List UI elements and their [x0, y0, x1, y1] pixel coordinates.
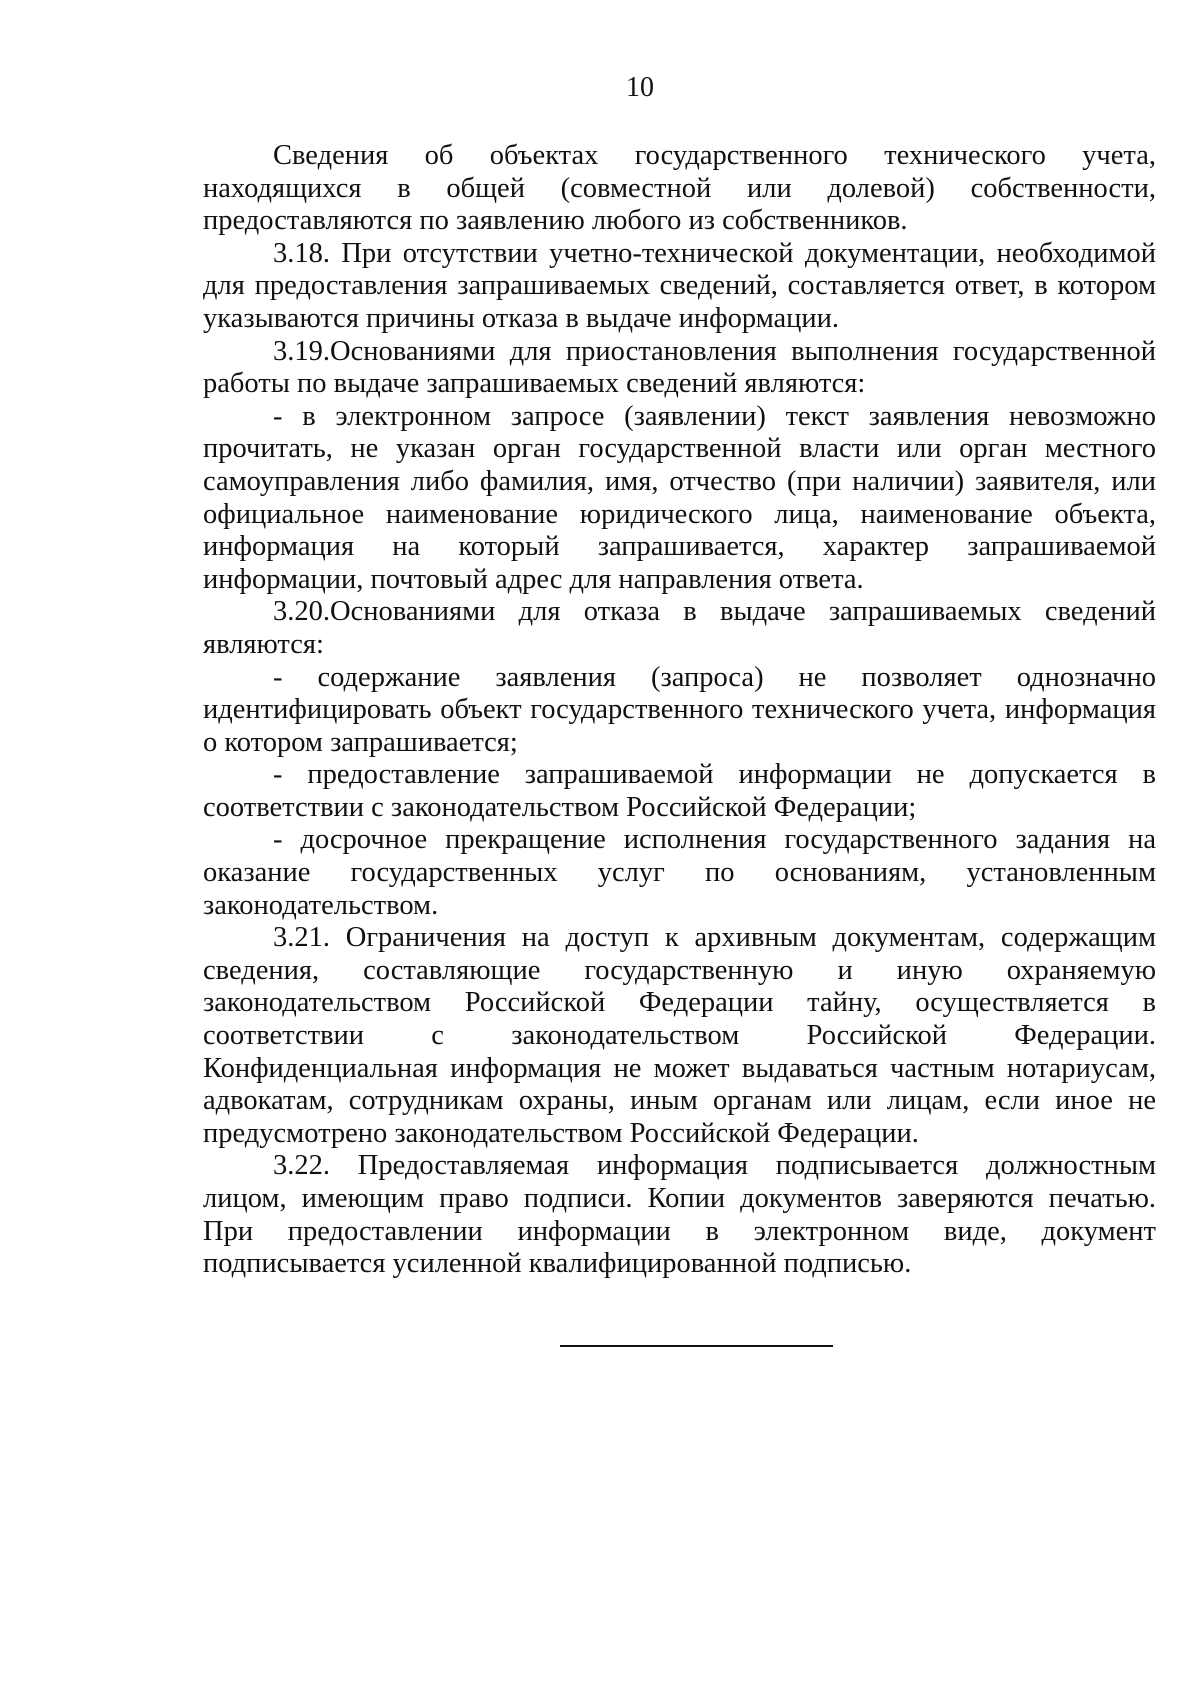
- paragraph-ownership-info: Сведения об объектах государственного технического учета, находящихся в общей (совместной или долевой) собственности, предоставляются по заявлению любого из собственников.: [203, 140, 1156, 237]
- paragraph-3-20-item-2: - предоставление запрашиваемой информации не допускается в соответствии с законодательством Российской Федерации;: [203, 759, 1156, 823]
- paragraph-3-18: 3.18. При отсутствии учетно-технической документации, необходимой для предоставления запрашиваемых сведений, составляется ответ, в котором указываются причины отказа в выдаче информации.: [203, 237, 1156, 334]
- end-divider-line: [560, 1345, 833, 1347]
- paragraph-3-21: 3.21. Ограничения на доступ к архивным документам, содержащим сведения, составляющие государственную и иную охраняемую законодательством Российской Федерации тайну, осуществляется в соответствии с законодательством Российской Федерации. Конфиденциальная информация не может выдаваться частным нотариусам, адвокатам, сотрудникам охраны, иным органам или лицам, если иное не предусмотрено законодательством Российской Федерации.: [203, 922, 1156, 1149]
- page-number: 10: [626, 72, 654, 103]
- paragraph-3-20-item-1: - содержание заявления (запроса) не позволяет однозначно идентифицировать объект государственного технического учета, информация о котором запрашивается;: [203, 661, 1156, 758]
- paragraph-3-19: 3.19.Основаниями для приостановления выполнения государственной работы по выдаче запрашиваемых сведений являются:: [203, 335, 1156, 400]
- paragraph-3-20-item-3: - досрочное прекращение исполнения государственного задания на оказание государственных услуг по основаниям, установленным законодательством.: [203, 824, 1156, 921]
- paragraph-3-20: 3.20.Основаниями для отказа в выдаче запрашиваемых сведений являются:: [203, 596, 1156, 660]
- paragraph-3-22: 3.22. Предоставляемая информация подписывается должностным лицом, имеющим право подписи. Копии документов заверяются печатью. При предоставлении информации в электронном виде, документ подписывается усиленной квалифицированной подписью.: [203, 1150, 1156, 1280]
- document-body: [203, 140, 1156, 1281]
- paragraph-3-19-item: - в электронном запросе (заявлении) текст заявления невозможно прочитать, не указан орган государственной власти или орган местного самоуправления либо фамилия, имя, отчество (при наличии) заявителя, или официальное наименование юридического лица, наименование объекта, информация на который запрашивается, характер запрашиваемой информации, почтовый адрес для направления ответа.: [203, 400, 1156, 595]
